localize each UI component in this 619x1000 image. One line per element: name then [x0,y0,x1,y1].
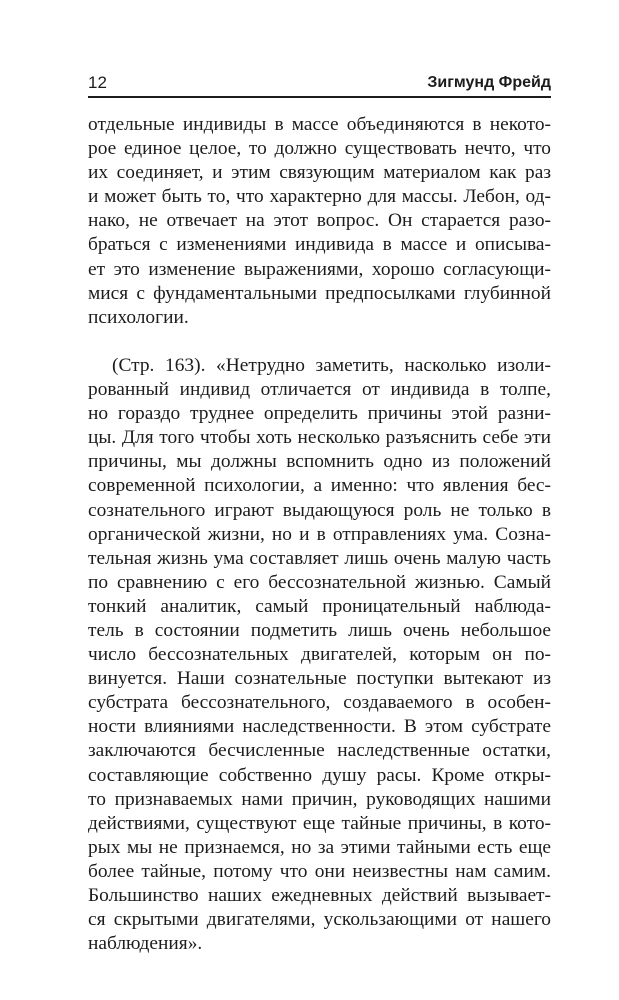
text-line: субстрата бессознательного, создаваемого в особен- [88,692,551,714]
text-line: мися с фундаментальными предпосылками глубинной [88,282,551,304]
text-line: действиями, существуют еще тайные причины, в кото- [88,812,551,834]
text-line: рое единое целое, то должно существовать нечто, что [88,138,551,160]
text-line: но гораздо труднее определить причины этой разни- [88,403,551,425]
text-line: отдельные индивиды в массе объединяются в некото- [88,114,551,135]
text-line: браться с изменениями индивида в массе и описыва- [88,234,551,256]
running-header [88,72,551,98]
text-line: Большинство наших ежедневных действий вызывает- [88,885,551,906]
text-line: тонкий аналитик, самый проницательный наблюда- [88,595,551,617]
body-text [88,113,551,956]
running-title: Зигмунд Фрейд [427,74,551,91]
text-line: нако, не отвечает на этот вопрос. Он старается разо- [88,210,551,232]
text-line: тель в состоянии подметить лишь очень небольшое [88,619,551,641]
text-line: тельная жизнь ума составляет лишь очень малую часть [88,547,551,569]
text-line: заключаются бесчисленные наследственные остатки, [88,740,551,762]
text-line: ности влияниями наследственности. В этом субстрате [88,716,551,738]
text-line: цы. Для того чтобы хоть несколько разъяснить себе эти [88,427,551,449]
text-line: органической жизни, но и в отправлениях ума. Созна- [88,523,551,545]
text-line: составляющие собственно душу расы. Кроме откры- [88,764,551,786]
paragraph-1 [88,113,551,330]
text-line: то признаваемых нами причин, руководящих нашими [88,788,551,810]
text-line: ет это изменение выражениями, хорошо согласующи- [88,258,551,280]
text-line: психологии. [88,306,189,328]
text-line: и может быть то, что характерно для массы. Лебон, од- [88,186,551,208]
paragraph-2 [88,354,551,956]
paragraph-gap [88,330,551,354]
text-line: винуется. Наши сознательные поступки вытекают из [88,668,551,690]
text-line: более тайные, потому что они неизвестны нам самим. [88,860,551,882]
text-line: современной психологии, а именно: что явления бес- [88,475,551,497]
text-line: по сравнению с его бессознательной жизнью. Самый [88,571,551,593]
text-line: сознательного играют выдающуюся роль не только в [88,499,551,521]
page-number: 12 [88,73,107,92]
text-line: (Стр. 163). «Нетрудно заметить, насколько изоли- [112,354,551,376]
text-line: их соединяет, и этим связующим материалом как раз [88,162,551,184]
text-line: число бессознательных двигателей, которым он по- [88,644,551,666]
text-line: рованный индивид отличается от индивида в толпе, [88,379,551,401]
text-line: ся скрытыми двигателями, ускользающими от нашего [88,909,551,931]
text-line: рых мы не признаемся, но за этими тайными есть еще [88,836,551,858]
text-line: причины, мы должны вспомнить одно из положений [88,451,551,473]
text-line: наблюдения». [88,933,203,955]
